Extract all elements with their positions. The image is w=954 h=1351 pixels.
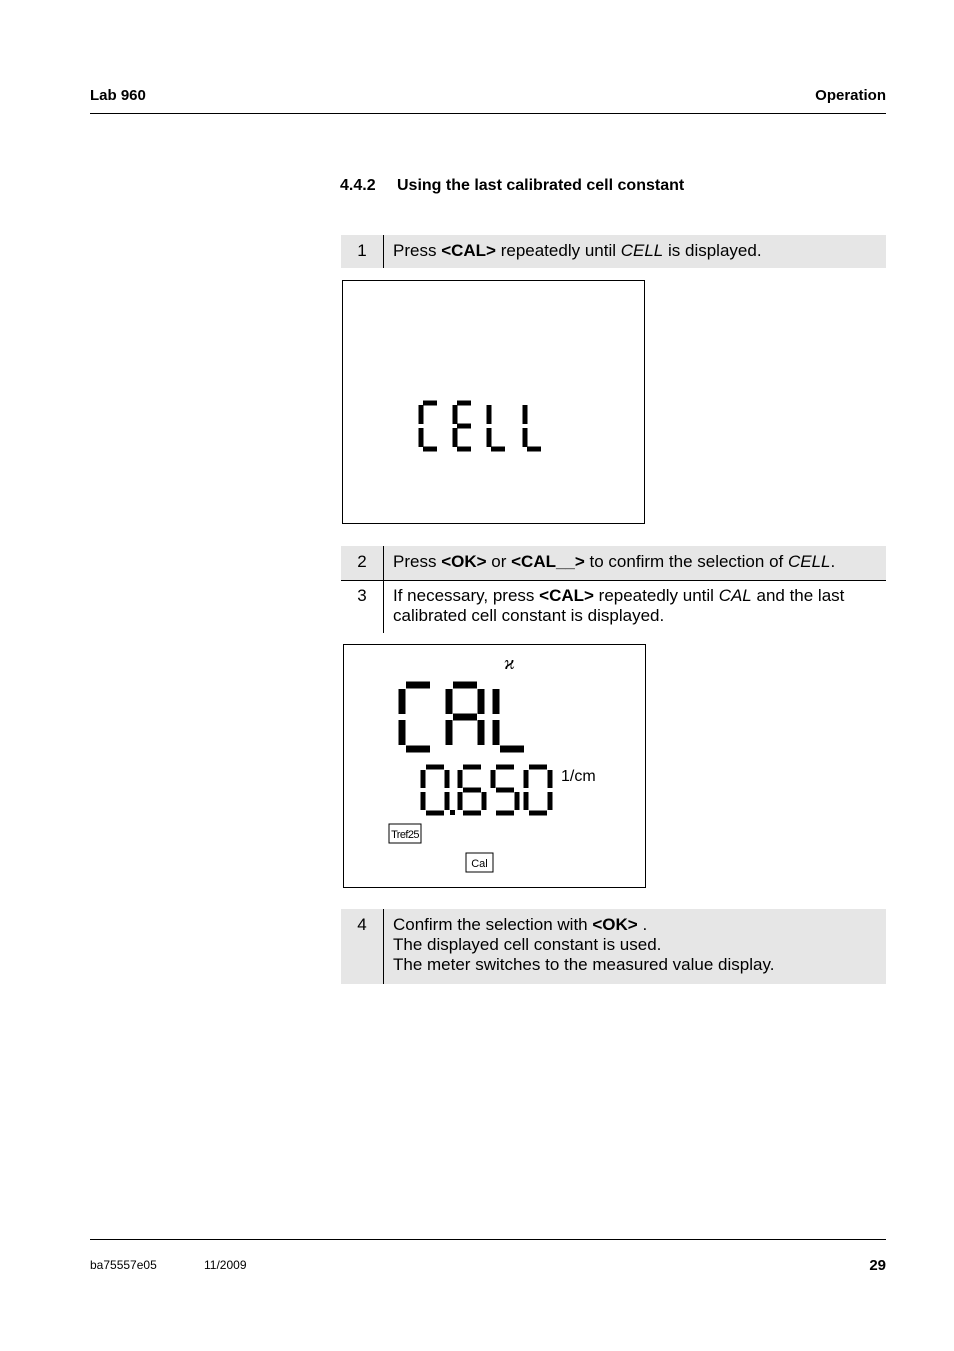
lcd-display-cal [343, 644, 646, 888]
text-run: Press [393, 241, 442, 260]
display-term: CAL [718, 586, 752, 605]
key-name: <OK> [441, 552, 487, 571]
page-number: 29 [869, 1257, 886, 1274]
text-run: If necessary, press [393, 586, 540, 605]
header-rule [90, 113, 886, 114]
document-date: 11/2009 [204, 1258, 247, 1272]
decimal-point [450, 810, 455, 815]
key-name: <OK> [592, 915, 638, 934]
step-text [384, 909, 782, 984]
step-number: 2 [341, 546, 384, 580]
step-number: 3 [341, 580, 384, 633]
step-text [384, 546, 843, 580]
key-name: <CAL> [441, 241, 496, 260]
text-run: or [486, 552, 512, 571]
text-run: to confirm the selection of [584, 552, 788, 571]
lcd-digits [421, 403, 541, 449]
text-run: Press [393, 552, 442, 571]
lcd-segments [344, 645, 647, 889]
unit-label: 1/cm [561, 768, 596, 785]
lcd-segments [343, 281, 646, 525]
text-line: The meter switches to the measured value display. [393, 955, 775, 974]
text-run: repeatedly until [495, 241, 621, 260]
step-4-row [341, 909, 886, 984]
header-chapter: Operation [815, 87, 886, 104]
cal-indicator: Cal [471, 858, 488, 870]
tref-indicator: Tref25 [391, 829, 419, 841]
header-product: Lab 960 [90, 87, 146, 104]
document-code: ba75557e05 [90, 1258, 157, 1272]
text-run: and the last [751, 586, 845, 605]
display-term: CELL [787, 552, 831, 571]
key-name: <CAL__> [511, 552, 585, 571]
text-run: Confirm the selection with [393, 915, 593, 934]
section-title: Using the last calibrated cell constant [397, 177, 685, 194]
step-number: 4 [341, 909, 384, 984]
section-number: 4.4.2 [340, 177, 376, 194]
text-line [393, 915, 774, 935]
conductivity-symbol: ϰ [504, 653, 515, 674]
display-term: CELL [620, 241, 664, 260]
lcd-value-digits [423, 767, 550, 813]
section-heading [340, 177, 684, 195]
lcd-main-digits [402, 685, 524, 749]
text-line: The displayed cell constant is used. [393, 935, 662, 954]
key-name: <CAL> [539, 586, 594, 605]
step-number: 1 [341, 235, 384, 268]
text-line: calibrated cell constant is displayed. [393, 606, 665, 625]
text-run: . [637, 915, 648, 934]
step-text [384, 235, 770, 268]
step-1-row [341, 235, 886, 268]
text-line [393, 586, 844, 606]
footer-rule [90, 1239, 886, 1240]
text-run: . [830, 552, 836, 571]
lcd-display-cell [342, 280, 645, 524]
step-3-row [341, 580, 886, 633]
step-2-row [341, 546, 886, 581]
text-run: repeatedly until [593, 586, 719, 605]
step-text [384, 580, 852, 633]
text-run: is displayed. [663, 241, 762, 260]
